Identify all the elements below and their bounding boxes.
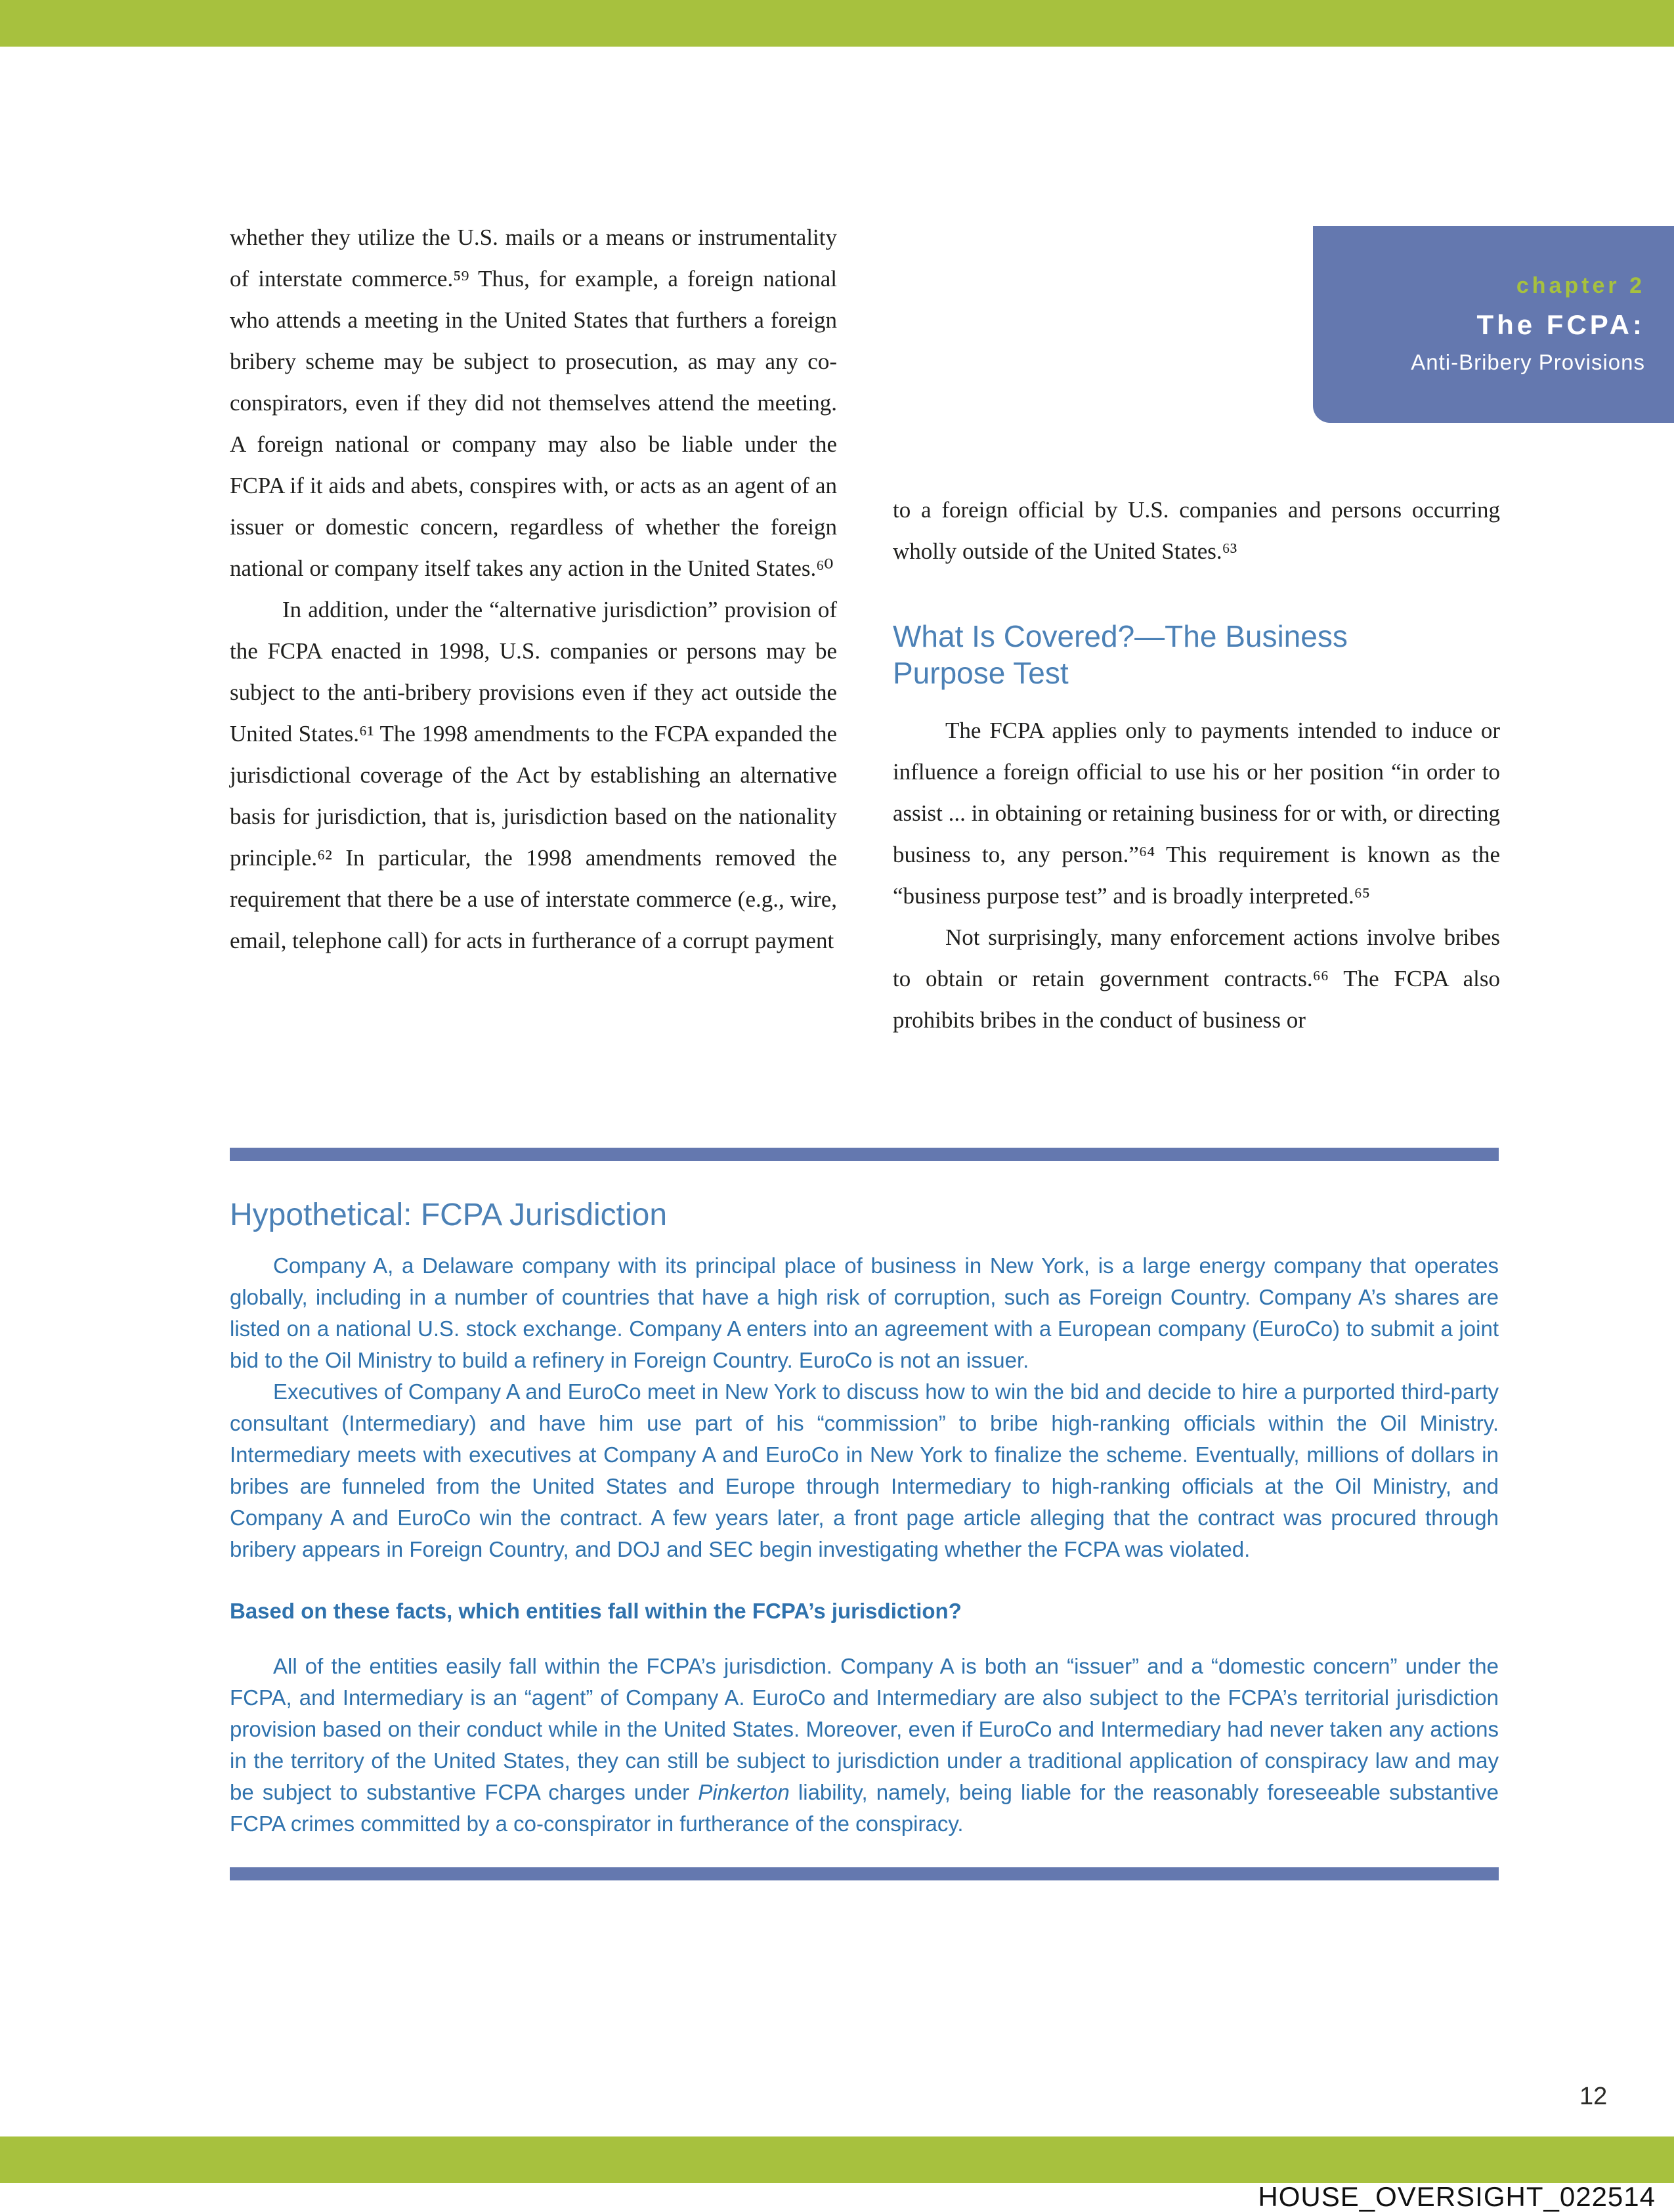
hypothetical-paragraph: Executives of Company A and EuroCo meet in New York to discuss how to win the bid and decide to hire a purported third-party consultant (Intermediary) and have him use part of his “commission” to bribe high-ranking officials within the Oil Ministry. Intermediary meets with executives at Company A and EuroCo in New York to finalize the scheme. Eventually, millions of dollars in bribes are funneled from the United States and Europe through Intermediary to high-ranking officials at the Oil Ministry, and Company A and EuroCo win the contract. A few years later, a front page article alleging that the contract was procured through bribery appears in Foreign Country, and DOJ and SEC begin investigating whether the FCPA was violated. — [230, 1379, 1499, 1561]
hypothetical-paragraph: Company A, a Delaware company with its principal place of business in New York, is a large energy company that operates globally, including in a number of countries that have a high risk of corruption, such as Foreign Country. Company A’s shares are listed on a national U.S. stock exchange. Company A enters into an agreement with a European company (EuroCo) to submit a joint bid to the Oil Ministry to build a refinery in Foreign Country. EuroCo is not an issuer. — [230, 1253, 1499, 1372]
body-paragraph: to a foreign official by U.S. companies and persons occurring wholly outside of the United States.⁶³ — [893, 497, 1500, 564]
section-heading: What Is Covered?—The Business Purpose Test — [893, 619, 1348, 690]
divider-bar-bottom — [230, 1867, 1499, 1880]
divider-bar-top — [230, 1148, 1499, 1161]
left-column — [230, 217, 837, 961]
right-column — [893, 489, 1500, 1041]
bates-stamp: HOUSE_OVERSIGHT_022514 — [1258, 2181, 1656, 2212]
body-paragraph: The FCPA applies only to payments intended to induce or influence a foreign official to use his or her position “in order to assist ... in obtaining or retaining business for or with, or directing business to, any person.”⁶⁴ This requirement is known as the “business purpose test” and is broadly interpreted.⁶⁵ — [893, 718, 1500, 909]
body-paragraph: Not surprisingly, many enforcement actions involve bribes to obtain or retain government contracts.⁶⁶ The FCPA also prohibits bribes in the conduct of business or — [893, 924, 1500, 1033]
body-paragraph: whether they utilize the U.S. mails or a means or instrumentality of interstate commerce.⁵⁹ Thus, for example, a foreign national who attends a meeting in the United States that furthers a foreign bribery scheme may be subject to prosecution, as may any co-conspirators, even if they did not themselves attend the meeting. A foreign national or company may also be liable under the FCPA if it aids and abets, conspires with, or acts as an agent of an issuer or domestic concern, regardless of whether the foreign national or company itself takes any action in the United States.⁶⁰ — [230, 225, 837, 581]
hypothetical-answer: All of the entities easily fall within the FCPA’s jurisdiction. Company A is both an “issuer” and a “domestic concern” under the FCPA, and Intermediary is an “agent” of Company A. EuroCo and Intermediary are also subject to the FCPA’s territorial jurisdiction provision based on their conduct while in the United States. Moreover, even if EuroCo and Intermediary had never taken any actions in the territory of the United States, they can still be subject to jurisdiction under a traditional application of conspiracy law and may be subject to substantive FCPA charges under Pinkerton liability, namely, being liable for the reasonably foreseeable substantive FCPA crimes committed by a co-conspirator in furtherance of the conspiracy. — [230, 1654, 1499, 1836]
hypothetical-question: Based on these facts, which entities fall within the FCPA’s jurisdiction? — [230, 1599, 962, 1623]
top-accent-bar — [0, 0, 1674, 47]
bottom-accent-bar — [0, 2136, 1674, 2183]
chapter-title: The FCPA: — [1476, 309, 1645, 340]
hypothetical-heading: Hypothetical: FCPA Jurisdiction — [230, 1198, 668, 1232]
hypothetical-callout — [230, 1148, 1499, 1880]
chapter-subtitle: Anti-Bribery Provisions — [1411, 350, 1645, 374]
chapter-kicker: chapter 2 — [1516, 273, 1645, 298]
chapter-banner — [1313, 226, 1674, 423]
page-number: 12 — [1579, 2083, 1608, 2110]
body-paragraph: In addition, under the “alternative jurisdiction” provision of the FCPA enacted in 1998, U.S. companies or persons may be subject to the anti-bribery provisions even if they act outside the United States.⁶¹ The 1998 amendments to the FCPA expanded the jurisdictional coverage of the Act by establishing an alternative basis for jurisdiction, that is, jurisdiction based on the nationality principle.⁶² In particular, the 1998 amendments removed the requirement that there be a use of interstate commerce (e.g., wire, email, telephone call) for acts in furtherance of a corrupt payment — [230, 597, 837, 953]
